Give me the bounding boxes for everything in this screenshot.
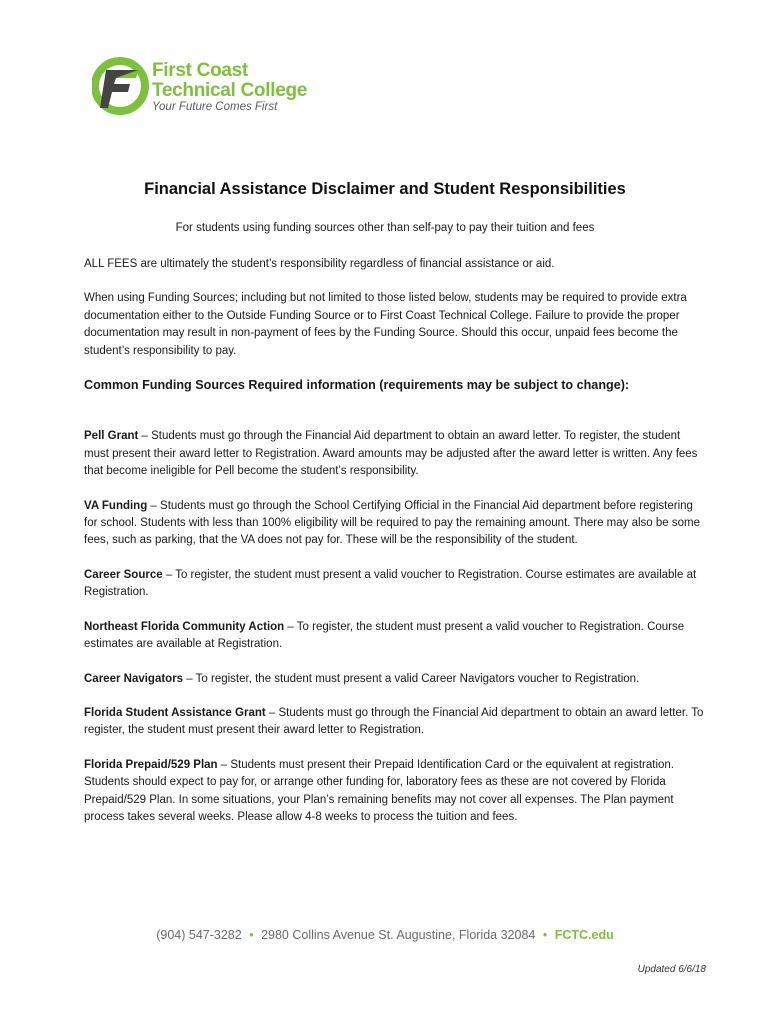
source-name: Career Source <box>84 568 163 581</box>
footer-website: FCTC.edu <box>554 928 614 942</box>
funding-sources-heading: Common Funding Sources Required information (requirements may be subject to change): <box>84 378 630 393</box>
intro-paragraph-fees: ALL FEES are ultimately the student’s responsibility regardless of financial assistance or aid. <box>84 258 555 270</box>
source-text: – Students must go through the School Certifying Official in the Financial Aid department before registering for school. Students with less than 100% eligibility will be required to pay the remaining amount. There may also be some fees, such as parking, that the VA does not pay for. These will be the responsibility of the student. <box>84 499 701 547</box>
source-text: – To register, the student must present a valid voucher to Registration. Course estimates are available at Registration. <box>84 568 697 599</box>
footer-phone: (904) 547-3282 <box>156 928 242 942</box>
logo-name-line1: First Coast <box>152 60 248 81</box>
source-pell-grant <box>84 428 706 480</box>
document-title: Financial Assistance Disclaimer and Student Responsibilities <box>144 180 626 198</box>
document-body <box>84 256 706 843</box>
source-text: – To register, the student must present a valid voucher to Registration. Course estimates are available at Registration. <box>84 620 685 651</box>
source-career-navigators <box>84 671 706 688</box>
fctc-logo-icon <box>92 56 150 118</box>
source-text: – Students must present their Prepaid Identification Card or the equivalent at registration. Students should expect to pay for, or arrange other funding for, laboratory fees as these are not covered by Florida Prepaid/529 Plan. In some situations, your Plan’s remaining benefits may not cover all expenses. The Plan payment process takes several weeks. Please allow 4-8 weeks to process the tuition and fees. <box>84 758 675 823</box>
source-northeast-florida-community-action <box>84 619 706 654</box>
college-logo <box>92 56 332 118</box>
source-florida-prepaid-529 <box>84 757 706 827</box>
source-text: – Students must go through the Financial Aid department to obtain an award letter. To register, the student must present their award letter to Registration. Award amounts may be adjusted after the award letter is written. Any fees that become ineligible for Pell become the student’s responsibility. <box>84 430 698 478</box>
source-name: Florida Student Assistance Grant <box>84 706 266 719</box>
footer-bullet: • <box>249 928 254 942</box>
source-text: – To register, the student must present a valid Career Navigators voucher to Registration. <box>183 672 640 685</box>
source-name: Northeast Florida Community Action <box>84 620 285 633</box>
source-text: – Students must go through the Financial Aid department to obtain an award letter. To register, the student must present their award letter to Registration. <box>84 706 704 737</box>
footer-address: 2980 Collins Avenue St. Augustine, Florida 32084 <box>261 928 536 942</box>
logo-name-line2: Technical College <box>152 80 308 101</box>
source-florida-student-assistance-grant <box>84 705 706 740</box>
intro-paragraph-documentation: When using Funding Sources; including but not limited to those listed below, students may be required to provide extra documentation either to the Outside Funding Source or to First Coast Technical College. Failure to provide the proper documentation may result in non-payment of fees by the Funding Source. Should this occur, unpaid fees become the student’s responsibility to pay. <box>84 292 687 357</box>
updated-date: Updated 6/6/18 <box>637 964 706 975</box>
footer-bullet: • <box>542 928 548 942</box>
logo-tagline: Your Future Comes First <box>152 101 278 113</box>
source-name: Florida Prepaid/529 Plan <box>84 758 218 771</box>
contact-footer <box>0 928 770 942</box>
source-name: VA Funding <box>84 499 148 512</box>
source-name: Pell Grant <box>84 430 139 443</box>
document-subtitle: For students using funding sources other than self-pay to pay their tuition and fees <box>175 222 595 234</box>
source-va-funding <box>84 498 706 550</box>
source-career-source <box>84 567 706 602</box>
source-name: Career Navigators <box>84 672 184 685</box>
